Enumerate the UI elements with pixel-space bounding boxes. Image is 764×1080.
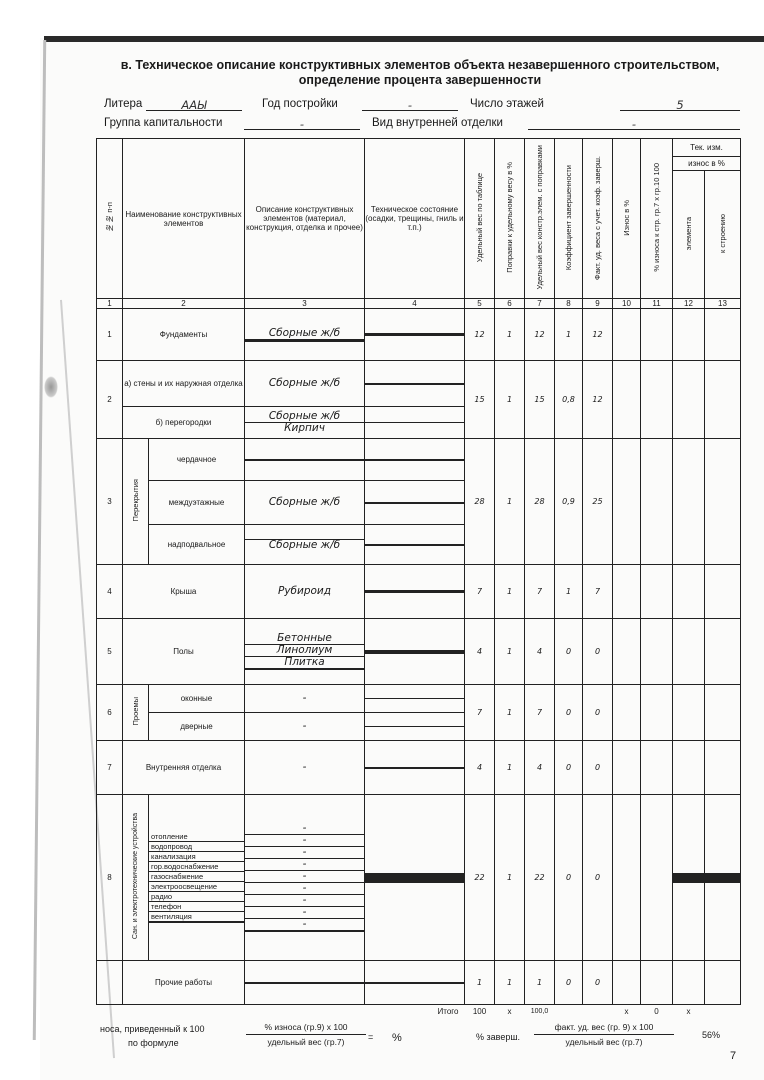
subsystem-c13 (705, 882, 740, 883)
col-header-6: Поправки к удельному весу в % (495, 139, 525, 299)
element-name: Фундаменты (123, 309, 245, 361)
col-header-iznos: износ в % (673, 157, 741, 171)
footer-right-value: 56% (702, 1030, 721, 1040)
col-header-7: Удельный вес констр.элем. с поправками (525, 139, 555, 299)
subsystem-desc: - (245, 895, 364, 907)
element-desc: Сборные ж/б (268, 538, 341, 551)
table-row (97, 741, 741, 795)
capital-group-value: - (244, 117, 360, 130)
row-number: 5 (97, 619, 123, 685)
totals-label: Итого (437, 1007, 459, 1017)
table-row (97, 565, 741, 619)
cell-v5: 7 (465, 685, 495, 741)
subsystem-name: водопровод (149, 842, 244, 852)
left-denominator: удельный вес (гр.7) (267, 1037, 345, 1047)
element-desc: - (302, 720, 307, 732)
element-name: Полы (123, 619, 245, 685)
subsystem-name: газоснабжение (149, 872, 244, 882)
cell-v6: 1 (495, 619, 525, 685)
element-desc: Сборные ж/б (245, 411, 364, 423)
row-number: 2 (97, 361, 123, 439)
footer-left-text2: по формуле (128, 1038, 179, 1048)
cell-v8: 0 (555, 961, 583, 1005)
element-group: Сан. и электротехнические устройства (123, 795, 149, 961)
colnum: 2 (123, 299, 245, 309)
subsystem-desc: - (245, 919, 364, 931)
totals-v5: 100 (472, 1007, 487, 1017)
scan-top-edge (44, 36, 764, 42)
cell-v6: 1 (495, 439, 525, 565)
title-line-1: в. Техническое описание конструктивных элементов объекта незавершенного строительством, (120, 58, 720, 72)
cell-v6: 1 (495, 685, 525, 741)
subsystem-desc: - (245, 907, 364, 919)
colnum: 4 (365, 299, 465, 309)
element-name: надподвальное (149, 525, 245, 565)
col-header-10: Износ в % (613, 139, 641, 299)
cell-v9: 0 (583, 795, 613, 961)
capital-group-label: Группа капитальности (104, 117, 223, 129)
colnum: 1 (97, 299, 123, 309)
col-header-number: №№ п-п (97, 139, 123, 299)
cell-v5: 12 (465, 309, 495, 361)
colnum: 9 (583, 299, 613, 309)
cell-v7: 1 (525, 961, 555, 1005)
litera-label: Литера (104, 98, 143, 110)
footer-left-text1: носа, приведенный к 100 (100, 1024, 205, 1034)
col-header-5: Удельный вес по таблице (465, 139, 495, 299)
cell-v9: 0 (583, 619, 613, 685)
footer-left-pct: % (392, 1032, 402, 1044)
year-value: - (362, 98, 458, 111)
subsystem-name: телефон (149, 902, 244, 912)
colnum: 5 (465, 299, 495, 309)
subsystem-desc (245, 931, 364, 932)
floors-value: 5 (620, 98, 740, 111)
cell-v9: 12 (583, 309, 613, 361)
document-title (100, 58, 740, 88)
cell-v8: 0,9 (555, 439, 583, 565)
cell-v6: 1 (495, 309, 525, 361)
cell-v7: 15 (525, 361, 555, 439)
subsystem-name (149, 922, 244, 923)
element-desc: - (302, 692, 307, 704)
table-row (97, 439, 741, 481)
subsystem-desc: - (245, 847, 364, 859)
col-header-8: Коэффициент завершенности (555, 139, 583, 299)
finish-type-value: - (528, 117, 740, 130)
cell-v7: 12 (525, 309, 555, 361)
col-header-name: Наименование конструктивных элементов (123, 139, 245, 299)
row-number: 1 (97, 309, 123, 361)
subsystem-name: радио (149, 892, 244, 902)
totals-v6: х (507, 1007, 512, 1017)
element-name: оконные (149, 685, 245, 713)
col-header-state: Техническое состояние (осадки, трещины, гниль и т.п.) (365, 139, 465, 299)
cell-v7: 28 (525, 439, 555, 565)
subsystem-desc: - (245, 859, 364, 871)
colnum: 11 (641, 299, 673, 309)
element-name: дверные (149, 713, 245, 741)
cell-v5: 4 (465, 619, 495, 685)
colnum: 6 (495, 299, 525, 309)
right-denominator: удельный вес (гр.7) (565, 1037, 643, 1047)
element-group: Перекрытия (123, 439, 149, 565)
floors-label: Число этажей (470, 98, 544, 110)
cell-v8: 0 (555, 685, 583, 741)
subsystem-desc: - (245, 871, 364, 883)
subsystem-name: гор.водоснабжение (149, 862, 244, 872)
finish-type-label: Вид внутренней отделки (372, 117, 503, 129)
totals-v7: 100,0 (530, 1008, 549, 1016)
footer-right-label: % заверш. (476, 1032, 521, 1042)
cell-v8: 0 (555, 619, 583, 685)
totals-row (97, 1005, 741, 1019)
cell-v9: 0 (583, 685, 613, 741)
totals-v10: х (624, 1007, 629, 1017)
cell-v6: 1 (495, 361, 525, 439)
cell-v7: 4 (525, 741, 555, 795)
cell-v8: 0 (555, 741, 583, 795)
element-name: Прочие работы (123, 961, 245, 1005)
element-desc: Рубироид (277, 585, 332, 597)
colnum: 7 (525, 299, 555, 309)
col-header-desc: Описание конструктивных элементов (материал, конструкция, отделка и прочее) (245, 139, 365, 299)
element-name: междуэтажные (149, 481, 245, 525)
cell-v6: 1 (495, 565, 525, 619)
cell-v8: 0,8 (555, 361, 583, 439)
cell-v9: 0 (583, 741, 613, 795)
col-header-11: % износа к стр. гр.7 х гр.10 100 (641, 139, 673, 299)
cell-v7: 4 (525, 619, 555, 685)
table-row (97, 309, 741, 361)
subsystem-name: канализация (149, 852, 244, 862)
col-header-9: Факт. уд. веса с учет. коэф. заверш. (583, 139, 613, 299)
row-number: 3 (97, 439, 123, 565)
cell-v6: 1 (495, 961, 525, 1005)
element-name: чердачное (149, 439, 245, 481)
cell-v8: 1 (555, 309, 583, 361)
element-name: Внутренняя отделка (123, 741, 245, 795)
cell-v7: 7 (525, 565, 555, 619)
page-number: 7 (730, 1050, 737, 1062)
element-desc: Кирпич (284, 422, 325, 434)
cell-v9: 0 (583, 961, 613, 1005)
element-desc: Плитка (245, 657, 364, 669)
subsystem-name: электроосвещение (149, 882, 244, 892)
totals-v12: х (686, 1007, 691, 1017)
totals-v11: 0 (654, 1007, 659, 1017)
cell-v5: 1 (465, 961, 495, 1005)
element-name: а) стены и их наружная отделка (123, 361, 245, 407)
elements-table (96, 138, 741, 1019)
right-numerator: факт. уд. вес (гр. 9) х 100 (554, 1022, 654, 1032)
cell-v5: 15 (465, 361, 495, 439)
cell-v9: 12 (583, 361, 613, 439)
element-name: Крыша (123, 565, 245, 619)
table-row (97, 685, 741, 713)
cell-v5: 28 (465, 439, 495, 565)
footer-left-fraction (246, 1022, 366, 1047)
element-desc: Бетонные (245, 633, 364, 645)
table-row (97, 619, 741, 685)
footer-right-fraction (534, 1022, 674, 1047)
colnum: 13 (705, 299, 741, 309)
subsystem-desc: - (245, 883, 364, 895)
subsystem-c12 (673, 882, 704, 883)
colnum: 3 (245, 299, 365, 309)
table-row (97, 961, 741, 1005)
subsystem-name: вентиляция (149, 912, 244, 922)
footer-left-eq: = (368, 1032, 374, 1042)
element-desc: - (302, 761, 307, 773)
cell-v7: 22 (525, 795, 555, 961)
subsystem-state (365, 882, 464, 883)
table-row (97, 361, 741, 407)
ink-blot (44, 376, 58, 398)
cell-v9: 7 (583, 565, 613, 619)
litera-value: ААЫ (146, 98, 242, 111)
cell-v6: 1 (495, 741, 525, 795)
element-desc: Сборные ж/б (245, 328, 364, 340)
cell-v9: 25 (583, 439, 613, 565)
subsystem-name: отопление (149, 832, 244, 842)
element-desc: Сборные ж/б (268, 496, 341, 508)
colnum: 12 (673, 299, 705, 309)
row-number: 4 (97, 565, 123, 619)
left-numerator: % износа (гр.9) х 100 (264, 1022, 348, 1032)
table-row (97, 795, 741, 961)
cell-v5: 7 (465, 565, 495, 619)
element-name: б) перегородки (123, 407, 245, 439)
col-header-12: элемента (673, 171, 705, 299)
subsystem-desc: - (245, 835, 364, 847)
cell-v5: 4 (465, 741, 495, 795)
subsystem-desc: - (245, 823, 364, 835)
element-desc: Сборные ж/б (268, 377, 341, 389)
row-number: 6 (97, 685, 123, 741)
row-number: 7 (97, 741, 123, 795)
year-label: Год постройки (262, 98, 338, 110)
col-header-13: к строению (705, 171, 741, 299)
colnum: 8 (555, 299, 583, 309)
col-header-tek-izm: Тек. изм. (673, 139, 741, 157)
colnum: 10 (613, 299, 641, 309)
cell-v7: 7 (525, 685, 555, 741)
cell-v5: 22 (465, 795, 495, 961)
title-line-2: определение процента завершенности (298, 73, 542, 87)
element-group: Проемы (123, 685, 149, 741)
cell-v8: 1 (555, 565, 583, 619)
row-number: 8 (97, 795, 123, 961)
cell-v8: 0 (555, 795, 583, 961)
element-desc: Линолиум (245, 645, 364, 657)
cell-v6: 1 (495, 795, 525, 961)
